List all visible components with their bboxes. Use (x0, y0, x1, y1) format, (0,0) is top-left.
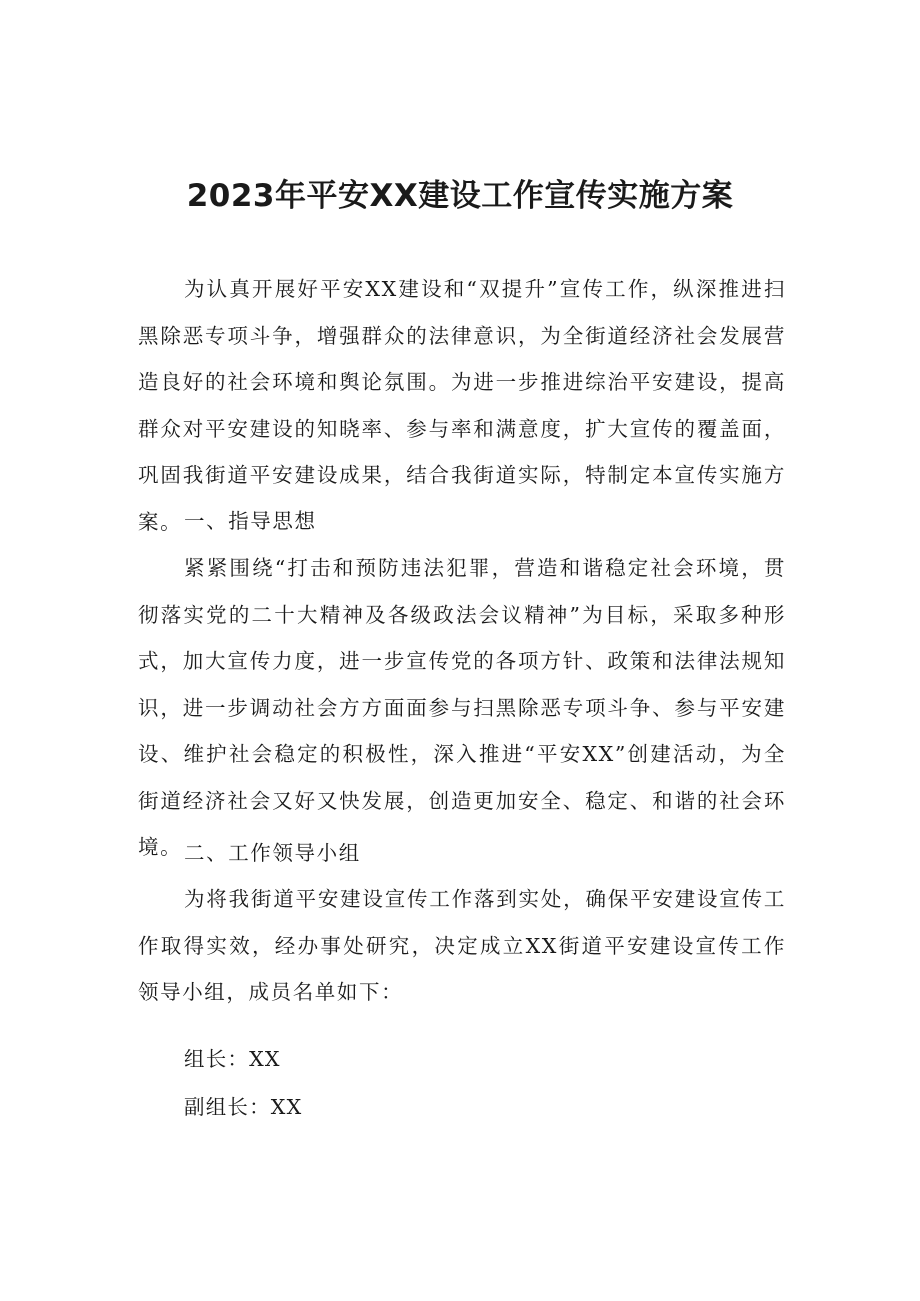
member-leader: 组长：XX (184, 1047, 281, 1071)
section-paragraph-guiding-ideology: 紧紧围绕“打击和预防违法犯罪，营造和谐稳定社会环境，贯彻落实党的二十大精神及各级政法会议精神”为目标，采取多种形式，加大宣传力度，进一步宣传党的各项方针、政策和法律法规知识，进一步调动社会方方面面参与扫黑除恶专项斗争、参与平安建设、维护社会稳定的积极性，深入推进“平安XX”创建活动，为全街道经济社会又好又快发展，创造更加安全、稳定、和谐的社会环境。 (138, 556, 786, 859)
section-heading-leadership-group: 二、工作领导小组 (184, 841, 361, 865)
section-heading-guiding-ideology: 一、指导思想 (184, 509, 317, 533)
document-title: 2023年平安XX建设工作宣传实施方案 (186, 178, 734, 214)
intro-paragraph: 为认真开展好平安XX建设和“双提升”宣传工作，纵深推进扫黑除恶专项斗争，增强群众的法律意识，为全街道经济社会发展营造良好的社会环境和舆论氛围。为进一步推进综治平安建设，提高群众对平安建设的知晓率、参与率和满意度，扩大宣传的覆盖面，巩固我街道平安建设成果，结合我街道实际，特制定本宣传实施方案。 (138, 277, 786, 534)
member-deputy-leader: 副组长：XX (184, 1095, 303, 1119)
section-paragraph-leadership-group: 为将我街道平安建设宣传工作落到实处，确保平安建设宣传工作取得实效，经办事处研究，决定成立XX街道平安建设宣传工作领导小组，成员名单如下： (138, 887, 786, 1004)
